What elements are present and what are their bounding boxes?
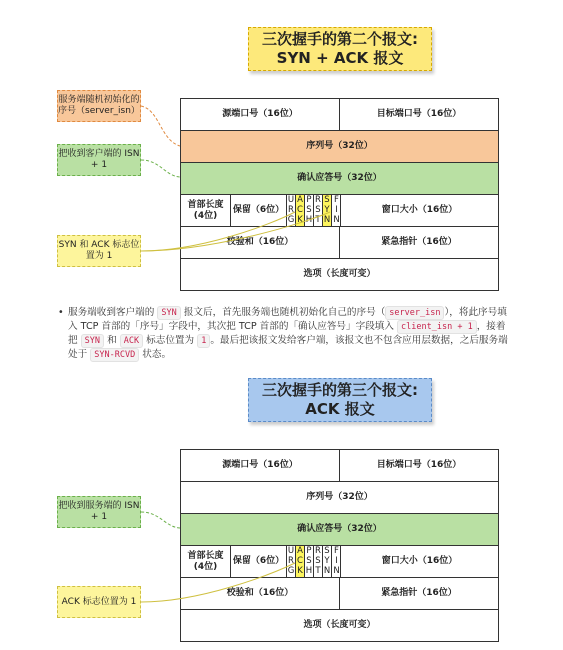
note-syn-ack-flags: SYN 和 ACK 标志位置为 1 xyxy=(57,235,141,267)
seq-cell: 序列号（32位） xyxy=(181,482,498,514)
flag-letter: N xyxy=(333,565,340,576)
note-client-isn-plus-1: 把收到客户端的 ISN + 1 xyxy=(57,144,141,176)
explanation-paragraph: • 服务端收到客户端的 SYN 报文后，首先服务端也随机初始化自己的序号（ server_isn ），将此序号填入 TCP 首部的「序号」字段中，其次把 TCP 首部的「确认应答号」字段填入 client_isn + 1 ，接着把 SYN 和 ACK 标志位置为 1 。最后把该报文发给客户端，该报文也不包含应用层数据，之后服务端处于 SYN-RCVD 状态。 xyxy=(58,307,508,360)
flag-letter: T xyxy=(315,214,321,225)
flag-letter: N xyxy=(323,214,331,225)
ack-num-cell: 确认应答号（32位） xyxy=(181,163,498,195)
diagram2-title-line2: ACK 报文 xyxy=(305,400,375,418)
bullet: • xyxy=(58,307,64,318)
flag-letter: S xyxy=(324,195,330,206)
flag-letter: I xyxy=(335,555,338,566)
flag-letter: R xyxy=(315,546,321,557)
checksum-cell: 校验和（16位） xyxy=(181,227,340,259)
flag-letter: R xyxy=(288,204,294,215)
flag-letter: H xyxy=(305,214,313,225)
flag-letter: A xyxy=(297,195,303,206)
flag-letter: S xyxy=(306,555,312,566)
flag-letter: H xyxy=(305,565,313,576)
note-server-isn-plus-1: 把收到服务端的 ISN + 1 xyxy=(57,496,141,528)
window-cell: 窗口大小（16位） xyxy=(341,195,498,227)
flag-letter: R xyxy=(288,555,294,566)
flag-letter: C xyxy=(297,555,303,566)
code-one: 1 xyxy=(197,334,210,348)
flag-letter: F xyxy=(334,546,339,557)
connector-server-isn-plus xyxy=(141,512,180,528)
diagram1-title-line1: 三次握手的第二个报文: xyxy=(262,30,418,48)
reserved-cell: 保留（6位） xyxy=(231,195,287,227)
urgent-cell: 紧急指针（16位） xyxy=(340,227,498,259)
flag-letter: Y xyxy=(324,204,330,215)
options-cell: 选项（长度可变） xyxy=(303,269,376,279)
flag-letter: G xyxy=(287,214,295,225)
code-ack: ACK xyxy=(120,334,143,348)
ack-num-cell: 确认应答号（32位） xyxy=(181,514,498,546)
flag-letter: S xyxy=(306,204,312,215)
connector-client-isn xyxy=(141,160,180,177)
note-ack-flag: ACK 标志位置为 1 xyxy=(57,586,141,618)
seq-cell: 序列号（32位） xyxy=(181,131,498,163)
flag-letter: P xyxy=(306,546,312,557)
flag-letter: I xyxy=(335,204,338,215)
flag-letter: R xyxy=(315,195,321,206)
code-syn-rcvd: SYN-RCVD xyxy=(90,348,139,362)
flag-letter: K xyxy=(297,214,303,225)
code-server-isn: server_isn xyxy=(385,306,444,320)
options-cell: 选项（长度可变） xyxy=(303,620,376,630)
header-len-cell: 首部长度 (4位) xyxy=(181,195,231,227)
flag-letter: S xyxy=(324,546,330,557)
connector-server-isn xyxy=(141,106,180,146)
flag-letter: U xyxy=(287,546,295,557)
note-server-isn: 服务端随机初始化的序号（server_isn） xyxy=(57,90,141,122)
flag-letter: G xyxy=(287,565,295,576)
diagram2-title-line1: 三次握手的第三个报文: xyxy=(262,381,418,399)
diagram1-title-line2: SYN + ACK 报文 xyxy=(276,49,404,67)
src-port-cell: 源端口号（16位） xyxy=(181,99,340,131)
dst-port-cell: 目标端口号（16位） xyxy=(340,450,498,482)
flag-letter: S xyxy=(315,555,321,566)
flag-letter: U xyxy=(287,195,295,206)
header-len-cell: 首部长度 (4位) xyxy=(181,546,231,578)
flag-letter: F xyxy=(334,195,339,206)
connector-flag-syn-1 xyxy=(141,212,330,251)
flag-letter: T xyxy=(315,565,321,576)
src-port-cell: 源端口号（16位） xyxy=(181,450,340,482)
flag-letter: C xyxy=(297,204,303,215)
flag-letter: S xyxy=(315,204,321,215)
flag-letter: P xyxy=(306,195,312,206)
window-cell: 窗口大小（16位） xyxy=(341,546,498,578)
urgent-cell: 紧急指针（16位） xyxy=(340,578,498,610)
connector-flag-ack-2 xyxy=(141,563,295,602)
reserved-cell: 保留（6位） xyxy=(231,546,287,578)
code-client-isn: client_isn + 1 xyxy=(397,320,477,334)
flag-letter: K xyxy=(297,565,303,576)
flag-letter: Y xyxy=(324,555,330,566)
code-syn: SYN xyxy=(157,306,180,320)
flag-letter: N xyxy=(333,214,340,225)
checksum-cell: 校验和（16位） xyxy=(181,578,340,610)
flag-letter: A xyxy=(297,546,303,557)
flag-letter: N xyxy=(323,565,331,576)
dst-port-cell: 目标端口号（16位） xyxy=(340,99,498,131)
code-syn-2: SYN xyxy=(81,334,104,348)
